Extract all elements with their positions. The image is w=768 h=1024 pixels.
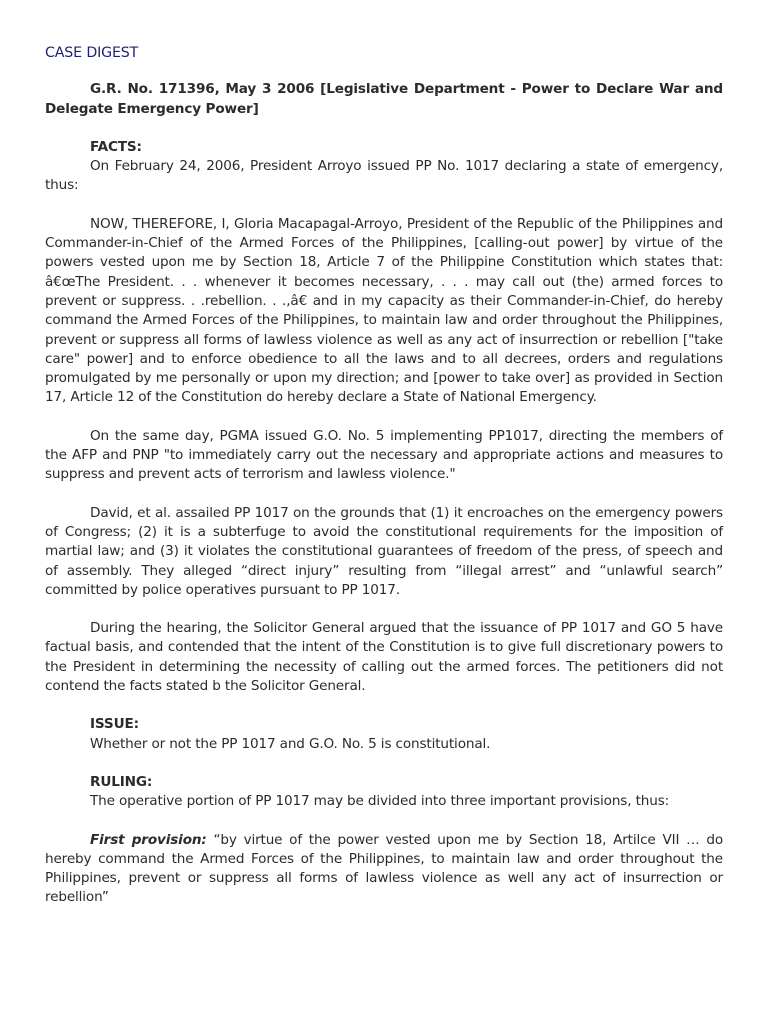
facts-paragraph-5: During the hearing, the Solicitor General argued that the issuance of PP 1017 and GO 5 have factual basis, and contended that the intent of the Constitution is to give full discretionary powers to the President in determining the necessity of calling out the armed forces. The petitioners did not contend the facts stated b the Solicitor General.	[45, 620, 723, 695]
proclamation-text: NOW, THEREFORE, I, Gloria Macapagal-Arroyo, President of the Republic of the Philippines and Commander-in-Chief of the Armed Forces of the Philippines, [calling-out power] by virtue of the powers vested upon me by Section 18, Article 7 of the Philippine Constitution which states that: â€œThe President. . . whenever it becomes necessary, . . . may call out (the) armed forces to prevent or suppress. . .rebellion. . .,â€ and in my capacity as their Commander-in-Chief, do hereby command the Armed Forces of the Philippines, to maintain law and order throughout the Philippines, prevent or suppress all forms of lawless violence as well as any act of insurrection or rebellion ["take care" power] and to enforce obedience to all the laws and to all decrees, orders and regulations promulgated by me personally or upon my direction; and [power to take over] as provided in Section 17, Article 12 of the Constitution do hereby declare a State of National Emergency.	[45, 215, 723, 406]
case-title: G.R. No. 171396, May 3 2006 [Legislative Department - Power to Declare War and Delegate Emergency Power]	[45, 81, 723, 117]
ruling-label: RULING:	[90, 773, 153, 790]
facts-paragraph-3: On the same day, PGMA issued G.O. No. 5 implementing PP1017, directing the members of the AFP and PNP "to immediately carry out the necessary and appropriate actions and measures to suppress and prevent acts of terrorism and lawless violence."	[45, 427, 723, 483]
facts-label: FACTS:	[90, 138, 142, 155]
ruling-paragraph-1: The operative portion of PP 1017 may be divided into three important provisions, thus:	[90, 793, 670, 810]
first-provision-label: First provision:	[90, 831, 207, 848]
document-page	[45, 44, 723, 908]
facts-paragraph-4: David, et al. assailed PP 1017 on the grounds that (1) it encroaches on the emergency powers of Congress; (2) it is a subterfuge to avoid the constitutional requirements for the imposition of martial law; and (3) it violates the constitutional guarantees of freedom of the press, of speech and of assembly. They alleged “direct injury” resulting from “illegal arrest” and “unlawful search” committed by police operatives pursuant to PP 1017.	[45, 504, 723, 598]
issue-text: Whether or not the PP 1017 and G.O. No. 5 is constitutional.	[90, 735, 491, 752]
facts-paragraph-1: On February 24, 2006, President Arroyo issued PP No. 1017 declaring a state of emergency, thus:	[45, 158, 723, 194]
first-provision-text: “by virtue of the power vested upon me by Section 18, Artilce VII … do hereby command the Armed Forces of the Philippines, to maintain law and order throughout the Philippines, prevent or suppress all forms of lawless violence as well any act of insurrection or rebellion”	[45, 831, 723, 906]
first-provision-paragraph	[45, 831, 723, 908]
document-header: CASE DIGEST	[45, 45, 139, 61]
issue-label: ISSUE:	[90, 716, 139, 733]
